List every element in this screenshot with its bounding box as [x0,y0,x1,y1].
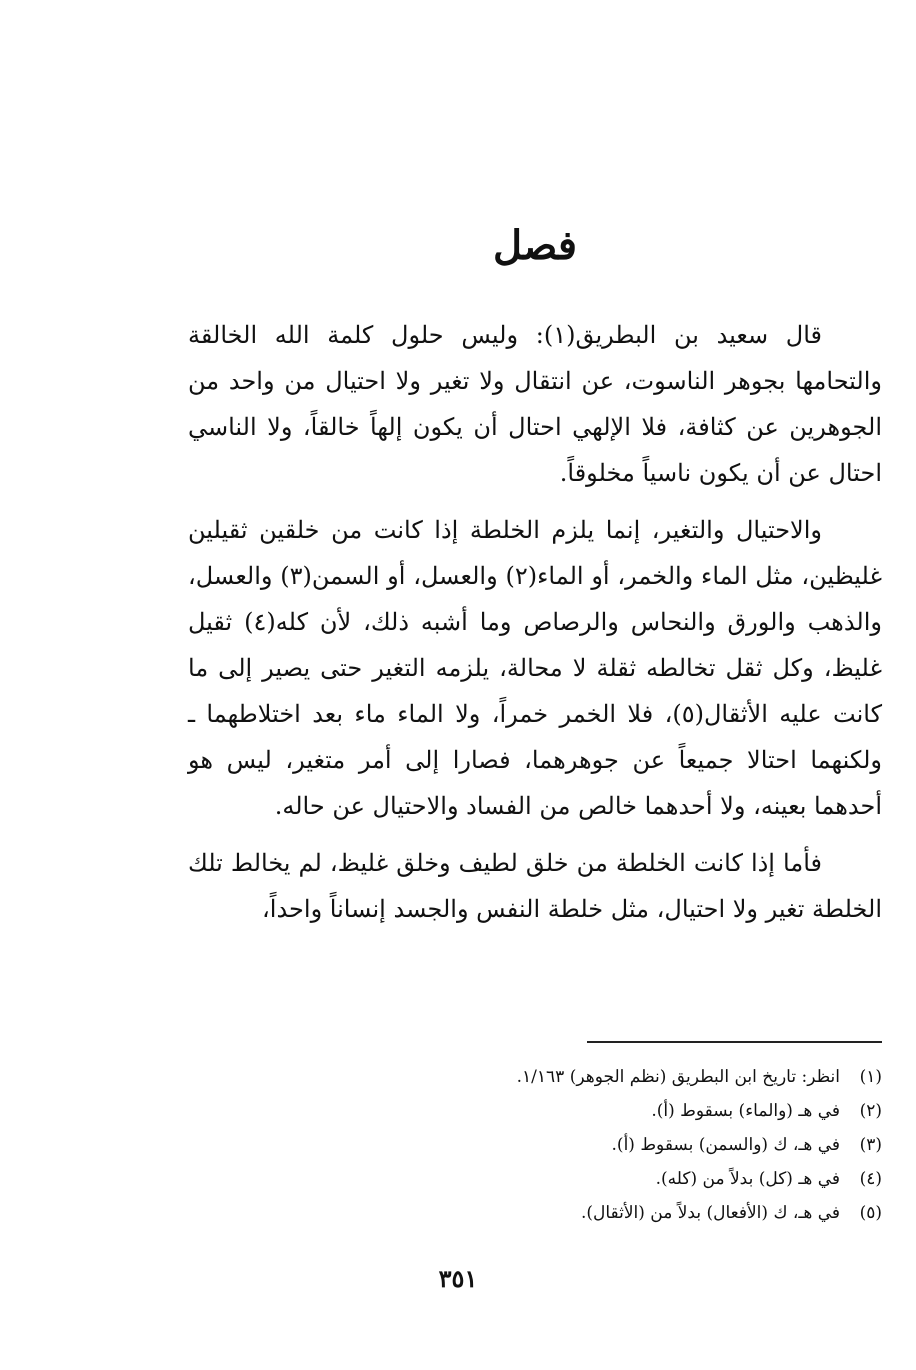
footnote-item [300,1196,882,1230]
footnote-number: (٣) [859,1135,882,1155]
paragraph [188,312,882,496]
footnote-text: في هـ (والماء) بسقوط (أ). [651,1101,840,1121]
footnote-item [300,1094,882,1128]
paragraph-text: قال سعيد بن البطريق(١): وليس حلول كلمة الله الخالقة والتحامها بجوهر الناسوت، عن انتقال ولا تغير ولا احتيال من واحد من الجوهرين عن كثافة، فلا الإلهي احتال أن يكون إلهاً خالقاً، ولا الناسي احتال عن أن يكون ناسياً مخلوقاً. [188,321,882,487]
footnote-item [300,1128,882,1162]
footnote-separator [587,1041,882,1043]
footnote-text: في هـ (كل) بدلاً من (كله). [655,1169,840,1189]
main-text [188,312,882,943]
footnote-number: (٤) [859,1169,882,1189]
page-number: ٣٥١ [438,1264,478,1293]
footnote-number: (٥) [859,1203,882,1223]
paragraph-text: والاحتيال والتغير، إنما يلزم الخلطة إذا كانت من خلقين ثقيلين غليظين، مثل الماء والخمر، أو الماء(٢) والعسل، أو السمن(٣) والعسل، والذهب والورق والنحاس والرصاص وما أشبه ذلك، لأن كله(٤) ثقيل غليظ، وكل ثقل تخالطه ثقلة لا محالة، يلزمه التغير حتى يصير إلى ما كانت عليه الأثقال(٥)، فلا الخمر خمراً، ولا الماء ماء بعد اختلاطهما ـ ولكنهما احتالا جميعاً عن جوهرهما، فصارا إلى أمر متغير، ليس هو أحدهما بعينه، ولا أحدهما خالص من الفساد والاحتيال عن حاله. [188,516,883,820]
footnote-text: انظر: تاريخ ابن البطريق (نظم الجوهر) ١/١٦٣. [516,1067,840,1087]
footnote-text: في هـ، ك (الأفعال) بدلاً من (الأثقال). [580,1203,840,1223]
footnote-number: (٢) [859,1101,882,1121]
footnote-item [300,1060,882,1094]
paragraph-text: فأما إذا كانت الخلطة من خلق لطيف وخلق غليظ، لم يخالط تلك الخلطة تغير ولا احتيال، مثل خلطة النفس والجسد إنساناً واحداً، [188,849,882,923]
section-heading: فصل [492,222,578,269]
footnote-number: (١) [859,1067,882,1087]
footnote-text: في هـ، ك (والسمن) بسقوط (أ). [611,1135,840,1155]
paragraph [188,840,882,932]
paragraph [188,507,882,829]
footnote-item [300,1162,882,1196]
footnotes [300,1060,882,1230]
